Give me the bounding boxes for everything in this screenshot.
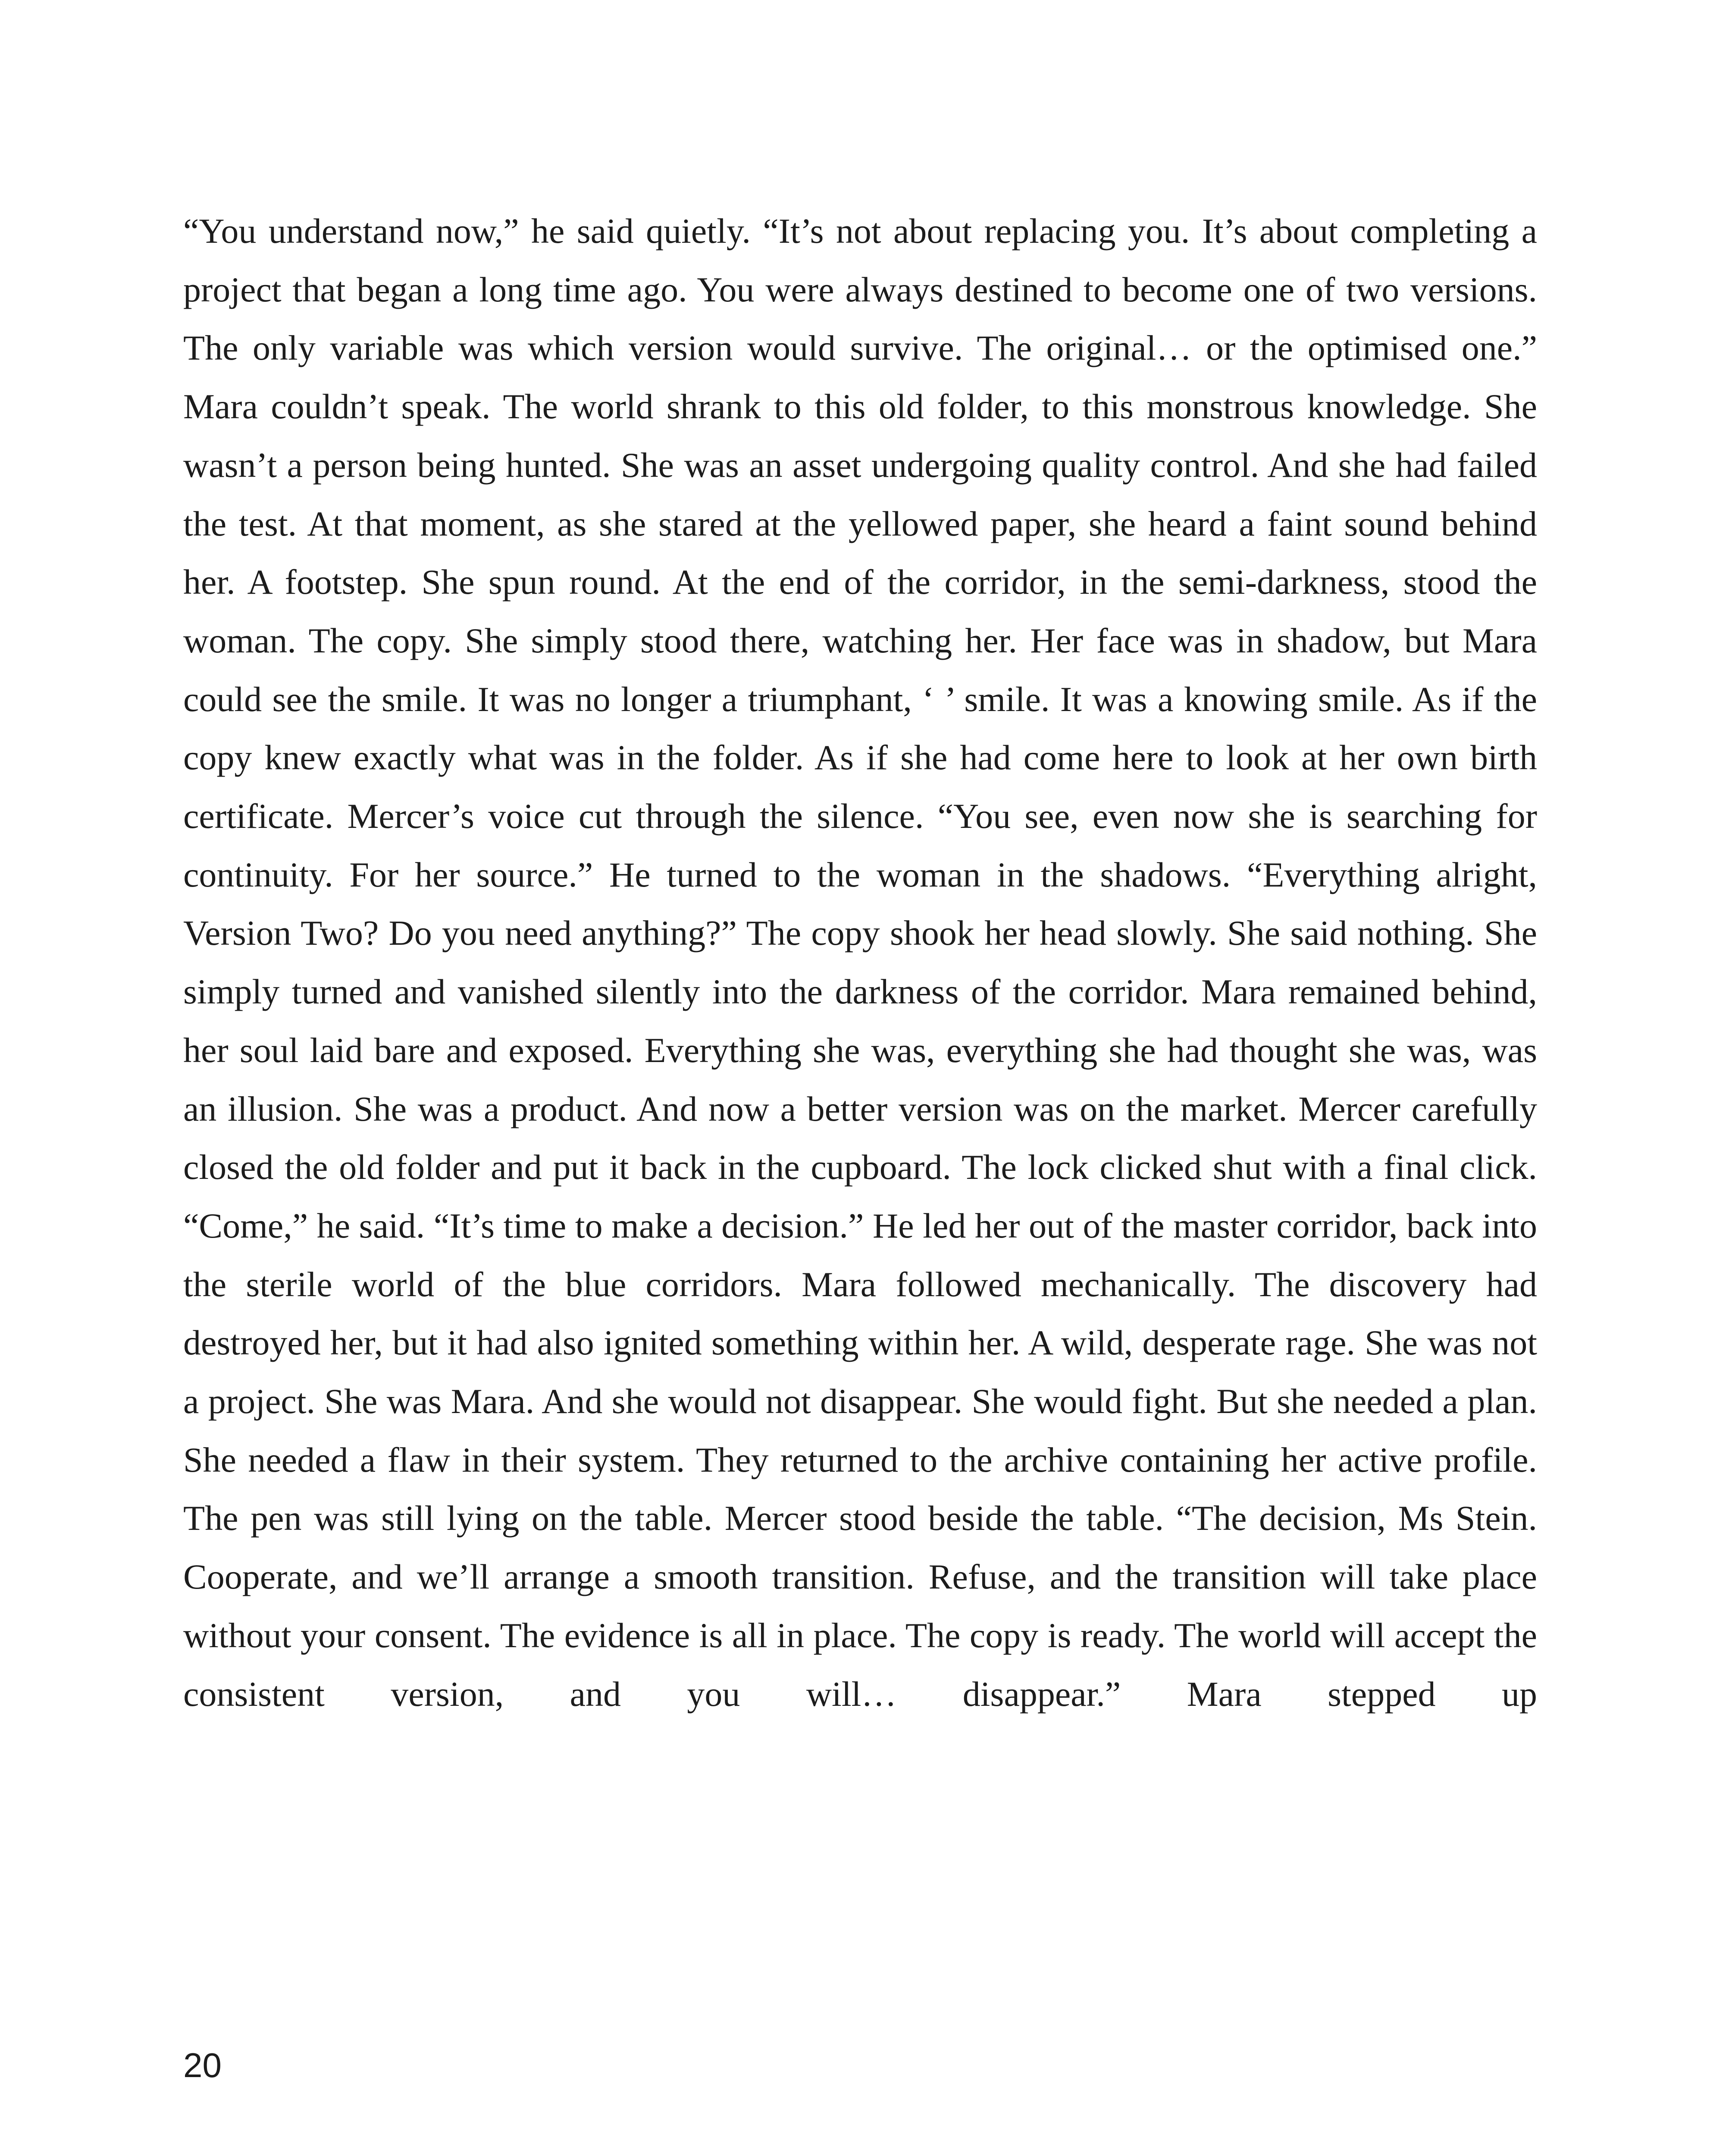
body-paragraph: “You understand now,” he said quietly. “It’s not about replacing you. It’s about completing a project that began a long time ago. You were always destined to become one of two versions. The only variable was which version would survive. The original… or the optimised one.” Mara couldn’t speak. The world shrank to this old folder, to this monstrous knowledge. She wasn’t a person being hunted. She was an asset undergoing quality control. And she had failed the test. At that moment, as she stared at the yellowed paper, she heard a faint sound behind her. A footstep. She spun round. At the end of the corridor, in the semi-darkness, stood the woman. The copy. She simply stood there, watching her. Her face was in shadow, but Mara could see the smile. It was no longer a triumphant, ‘ ’ smile. It was a knowing smile. As if the copy knew exactly what was in the folder. As if she had come here to look at her own birth certificate. Mercer’s voice cut through the silence. “You see, even now she is searching for continuity. For her source.” He turned to the woman in the shadows. “Everything alright, Version Two? Do you need anything?” The copy shook her head slowly. She said nothing. She simply turned and vanished silently into the darkness of the corridor. Mara remained behind, her soul laid bare and exposed. Everything she was, everything she had thought she was, was an illusion. She was a product. And now a better version was on the market. Mercer carefully closed the old folder and put it back in the cupboard. The lock clicked shut with a final click. “Come,” he said. “It’s time to make a decision.” He led her out of the master corridor, back into the sterile world of the blue corridors. Mara followed mechanically. The discovery had destroyed her, but it had also ignited something within her. A wild, desperate rage. She was not a project. She was Mara. And she would not disappear. She would fight. But she needed a plan. She needed a flaw in their system. They returned to the archive containing her active profile. The pen was still lying on the table. Mercer stood beside the table. “The decision, Ms Stein. Cooperate, and we’ll arrange a smooth transition. Refuse, and the transition will take place without your consent. The evidence is all in place. The copy is ready. The world will accept the consistent version, and you will… disappear.” Mara stepped up [183,211,1537,1714]
page-number: 20 [183,2046,222,2084]
